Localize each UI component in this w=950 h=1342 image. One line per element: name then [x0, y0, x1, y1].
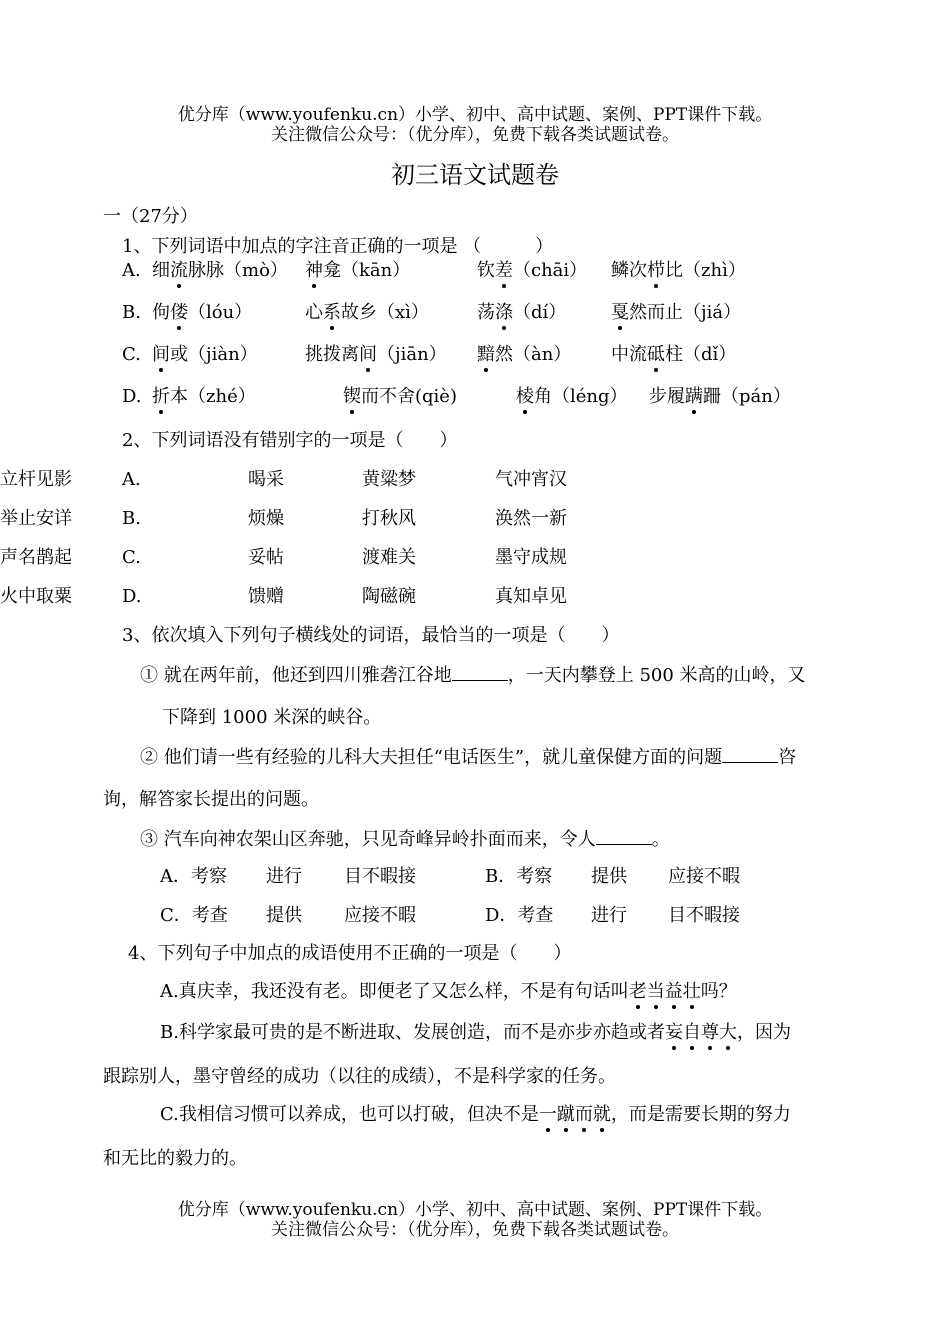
word-suffix: 本（zhé）	[170, 386, 256, 407]
word-suffix: 跚（pán）	[703, 386, 791, 407]
q3-option-b-word-2: 提供	[591, 866, 627, 887]
word-suffix: （chāi）	[513, 260, 588, 281]
option-label: D.	[122, 586, 142, 607]
q1-option-d-item-4	[649, 386, 791, 408]
q1-option-c-item-1	[122, 344, 258, 366]
option-label: C.	[122, 547, 141, 568]
q4-option-b-cont: 跟踪别人，墨守曾经的成功（以往的成绩），不是科学家的任务。	[103, 1066, 616, 1087]
word-suffix: 角（léng）	[534, 386, 628, 407]
word-prefix: 钦	[477, 260, 495, 281]
dotted-char: 而	[574, 1104, 593, 1125]
q2-word: 打秋风	[362, 508, 416, 529]
word-prefix: 步履	[649, 386, 685, 407]
dotted-char: 蹴	[556, 1104, 575, 1125]
word-suffix: 柱（dǐ）	[665, 344, 737, 365]
footer-line-2: 关注微信公众号：（优分库），免费下载各类试题试卷。	[271, 1220, 679, 1240]
word-suffix: 脉脉（mò）	[188, 260, 288, 281]
q2-word: 黄粱梦	[362, 469, 416, 490]
q4-a-text: A.真庆幸，我还没有老。即便老了又怎么样，不是有句话叫	[160, 981, 629, 1002]
section-heading: 一（27分）	[103, 206, 198, 227]
q3-sentence-2-cont: 询，解答家长提出的问题。	[103, 789, 319, 810]
dotted-char: 蹒	[685, 386, 703, 407]
q3-sentence-3	[140, 828, 670, 851]
option-label: B.	[122, 302, 141, 323]
option-label: C.	[122, 344, 141, 365]
dotted-char: 系	[323, 302, 341, 323]
word-suffix: 而不舍(qiè)	[361, 386, 457, 407]
footer-line-1: 优分库（www.youfenku.cn）小学、初中、高中试题、案例、PPT课件下载。	[177, 1200, 773, 1220]
q3-sentence-2: ② 他们请一些有经验的儿科大夫担任“电话医生”，就儿童保健方面的问题 咨	[140, 747, 797, 768]
q3-option-d-word-3: 目不暇接	[668, 905, 740, 926]
word-suffix: 然（àn）	[495, 344, 572, 365]
dotted-char: 一	[538, 1104, 557, 1125]
q3-option-b: B．考察	[485, 866, 553, 887]
q3-option-d-word-2: 进行	[591, 905, 627, 926]
q2-word: 陶磁碗	[362, 586, 416, 607]
dotted-char: 尊	[700, 1022, 719, 1043]
q3-option-c-word-2: 提供	[266, 905, 302, 926]
q2-word: 立杆见影	[0, 469, 72, 490]
q3-s3-part-a: ③ 汽车向神农架山区奔驰，只见奇峰异岭扑面而来，令人	[140, 829, 596, 850]
dotted-char: 差	[495, 260, 513, 281]
q4-option-b	[160, 1022, 791, 1044]
dotted-char: 间	[152, 344, 170, 365]
word-prefix: 佝	[152, 302, 170, 323]
q2-word: 涣然一新	[495, 508, 567, 529]
q2-word: 渡难关	[362, 547, 416, 568]
q2-stem: 2、下列词语没有错别字的一项是（ ）	[122, 430, 458, 451]
q4-b-tail: ，因为	[736, 1022, 791, 1043]
q1-option-b-item-4	[611, 302, 741, 324]
header-line-2: 关注微信公众号：（优分库），免费下载各类试题试卷。	[271, 125, 679, 145]
option-label: A.	[122, 260, 141, 281]
dotted-char: 妄	[664, 1022, 683, 1043]
word-prefix: 细	[152, 260, 170, 281]
dotted-char: 戛	[611, 302, 629, 323]
q1-option-b-item-2	[305, 302, 429, 324]
q1-option-d-item-3	[516, 386, 628, 408]
blank-line	[596, 828, 652, 845]
q1-option-a-item-3	[477, 260, 587, 282]
option-label: A.	[122, 469, 141, 490]
q4-a-tail: 吗？	[700, 981, 737, 1002]
q2-word: 气冲宵汉	[495, 469, 567, 490]
word-prefix: 挑拨离	[305, 344, 359, 365]
q3-s2-part-a: ② 他们请一些有经验的儿科大夫担任“电话医生”，就儿童保健方面的问题	[140, 747, 723, 768]
word-suffix: （jiān）	[377, 344, 447, 365]
q1-option-b-item-1	[122, 302, 252, 324]
blank-line	[452, 664, 508, 681]
word-prefix: 心	[305, 302, 323, 323]
q3-s1-part-a: ① 就在两年前，他还到四川雅砻江谷地	[140, 665, 452, 686]
q3-s3-part-b: 。	[651, 829, 670, 850]
dotted-char: 砥	[647, 344, 665, 365]
q1-option-b-item-3	[477, 302, 566, 324]
dotted-char: 流	[170, 260, 188, 281]
q4-option-a	[160, 981, 737, 1003]
q2-word: 馈赠	[248, 586, 284, 607]
dotted-char: 壮	[682, 981, 701, 1002]
q2-word: 喝采	[248, 469, 284, 490]
dotted-char: 大	[718, 1022, 737, 1043]
q4-option-c	[160, 1104, 791, 1126]
q2-word: 妥帖	[248, 547, 284, 568]
q4-b-text: B.科学家最可贵的是不断进取、发展创造，而不是亦步亦趋或者	[160, 1022, 665, 1043]
q3-sentence-1-cont: 下降到 1000 米深的峡谷。	[162, 707, 382, 728]
q3-sentence-1	[140, 664, 806, 687]
q1-option-c-item-3	[477, 344, 571, 366]
q1-option-d-item-2	[343, 386, 457, 408]
q4-c-text: C.我相信习惯可以养成，也可以打破，但决不是	[160, 1104, 539, 1125]
q2-word: 声名鹊起	[0, 547, 72, 568]
q3-option-a: A．考察	[160, 866, 227, 887]
word-suffix: 故乡（xì）	[341, 302, 429, 323]
word-suffix: 或（jiàn）	[170, 344, 258, 365]
dotted-char: 自	[682, 1022, 701, 1043]
q1-option-d-item-1	[122, 386, 256, 408]
dotted-char: 锲	[343, 386, 361, 407]
dotted-char: 当	[646, 981, 665, 1002]
q4-stem: 4、下列句子中加点的成语使用不正确的一项是（ ）	[128, 943, 572, 964]
dotted-char: 就	[592, 1104, 611, 1125]
q4-c-tail: ，而是需要长期的努力	[610, 1104, 791, 1125]
dotted-char: 间	[359, 344, 377, 365]
dotted-char: 偻	[170, 302, 188, 323]
dotted-char: 涤	[495, 302, 513, 323]
word-suffix: 比（zhì）	[665, 260, 746, 281]
page-title: 初三语文试题卷	[391, 161, 559, 189]
q1-option-a-item-4	[611, 260, 746, 282]
dotted-char: 黯	[477, 344, 495, 365]
q3-option-c: C．考查	[160, 905, 228, 926]
dotted-char: 神	[305, 260, 323, 281]
word-prefix: 鳞次	[611, 260, 647, 281]
word-suffix: 然而止（jiá）	[629, 302, 742, 323]
option-label: B.	[122, 508, 141, 529]
q3-stem: 3、依次填入下列句子横线处的词语，最恰当的一项是（ ）	[122, 625, 620, 646]
q1-option-a-item-2	[305, 260, 410, 282]
q4-option-c-cont: 和无比的毅力的。	[103, 1148, 247, 1169]
header-line-1: 优分库（www.youfenku.cn）小学、初中、高中试题、案例、PPT课件下载。	[177, 105, 773, 125]
q3-option-d: D．考查	[485, 905, 554, 926]
q3-option-c-word-3: 应接不暇	[344, 905, 416, 926]
q3-option-b-word-3: 应接不暇	[668, 866, 740, 887]
dotted-char: 益	[664, 981, 683, 1002]
word-suffix: （lóu）	[188, 302, 253, 323]
q2-word: 真知卓见	[495, 586, 567, 607]
word-prefix: 中流	[611, 344, 647, 365]
blank-line	[722, 746, 778, 763]
q1-stem: 1、下列词语中加点的字注音正确的一项是 （ ）	[122, 236, 554, 257]
dotted-char: 老	[628, 981, 647, 1002]
q2-word: 火中取粟	[0, 586, 72, 607]
word-suffix: 龛（kān）	[323, 260, 411, 281]
q1-option-a-item-1	[122, 260, 288, 282]
option-label: D.	[122, 386, 142, 407]
q1-option-c-item-4	[611, 344, 736, 366]
dotted-char: 栉	[647, 260, 665, 281]
q1-option-c-item-2	[305, 344, 447, 366]
q2-word: 墨守成规	[495, 547, 567, 568]
word-prefix: 荡	[477, 302, 495, 323]
dotted-char: 棱	[516, 386, 534, 407]
dotted-char: 折	[152, 386, 170, 407]
q3-s1-part-b: ，一天内攀登上 500 米高的山岭，又	[507, 665, 806, 686]
q2-word: 举止安详	[0, 508, 72, 529]
q3-option-a-word-3: 目不暇接	[344, 866, 416, 887]
q3-option-a-word-2: 进行	[266, 866, 302, 887]
word-suffix: （dí）	[513, 302, 567, 323]
q2-word: 烦燥	[248, 508, 284, 529]
